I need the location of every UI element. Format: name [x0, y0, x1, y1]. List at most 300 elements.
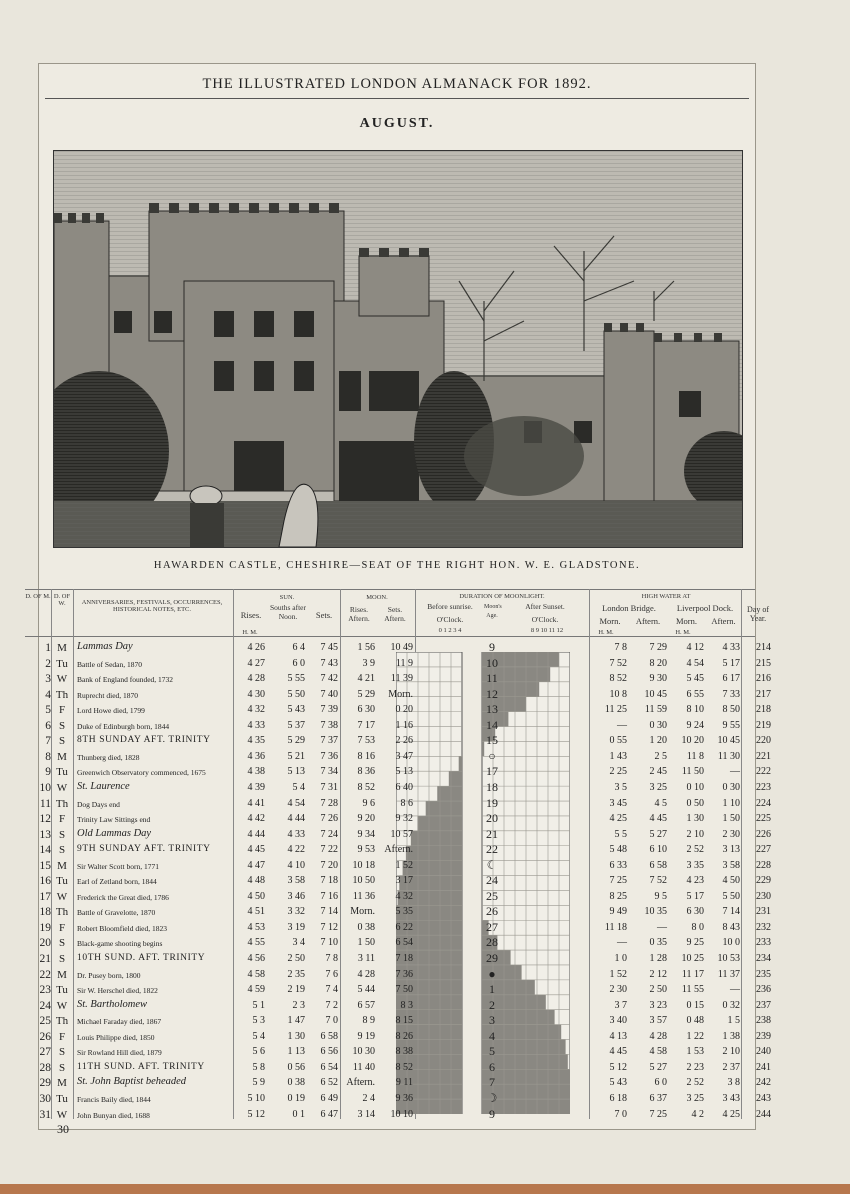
day-of-year: 231: [756, 906, 771, 918]
header-bottom-rule: [25, 636, 755, 637]
moons-age: 24: [486, 873, 498, 888]
col-head-day-of-month: D. OF M.: [25, 593, 51, 600]
moons-age: 12: [486, 686, 498, 701]
table-row: [25, 935, 771, 951]
moon-rises: 8 9: [362, 1015, 375, 1027]
london-aftern: 3 25: [649, 781, 667, 793]
london-morn: 7 52: [609, 657, 627, 669]
event-note: John Bunyan died, 1688: [77, 1110, 150, 1120]
moon-rises: 3 9: [362, 657, 375, 669]
moons-age: 17: [486, 764, 498, 779]
day-of-year: 214: [756, 642, 771, 653]
col-head-moon-rises: Rises. Aftern.: [348, 605, 370, 623]
sun-rises: 4 33: [247, 719, 265, 731]
table-row: [25, 951, 771, 967]
liverpool-aftern: 1 10: [722, 797, 740, 809]
header-rule: [45, 98, 749, 99]
month-title: AUGUST.: [359, 116, 435, 131]
day-of-year: 223: [756, 781, 771, 793]
sun-rises: 5 3: [252, 1015, 265, 1027]
liverpool-aftern: 0 32: [722, 999, 740, 1011]
liverpool-morn: 2 52: [686, 844, 704, 856]
event-note: Dr. Pusey born, 1800: [77, 970, 141, 980]
col-head-events: ANNIVERSARIES, FESTIVALS, OCCURRENCES, HISTORICAL NOTES, ETC.: [81, 599, 223, 613]
col-head-liverpool-morn: Morn.: [675, 616, 697, 626]
london-aftern: 9 30: [649, 673, 667, 685]
day-of-month: 1: [45, 642, 51, 654]
day-of-month: 23: [39, 984, 51, 997]
sun-souths: 2 50: [287, 953, 305, 964]
col-head-after-sunset: After Sunset.: [525, 602, 565, 611]
table-row: [25, 717, 771, 734]
moons-age: 1: [489, 982, 495, 997]
day-of-year: 220: [756, 735, 771, 747]
london-morn: —: [617, 937, 627, 949]
sun-rises: 4 36: [247, 750, 265, 762]
london-aftern: 4 28: [649, 1030, 667, 1042]
liverpool-aftern: 2 10: [722, 1046, 740, 1058]
sun-sets: 7 18: [320, 875, 338, 887]
liverpool-aftern: 1 50: [722, 813, 740, 825]
day-of-week: S: [58, 844, 66, 857]
col-head-day-of-year: Day of Year.: [747, 605, 769, 623]
moon-rises: 3 14: [357, 1108, 375, 1120]
moon-sets: 6 22: [395, 921, 413, 933]
london-morn: 3 7: [614, 999, 627, 1011]
col-head-moon: MOON.: [366, 594, 388, 601]
day-of-year: 234: [756, 953, 771, 964]
london-morn: —: [617, 719, 627, 731]
table-row: [25, 857, 771, 874]
liverpool-aftern: 3 43: [722, 1092, 740, 1104]
london-morn: 1 52: [609, 968, 627, 980]
liverpool-aftern: 11 30: [717, 750, 740, 762]
sun-souths: 0 38: [287, 1077, 305, 1089]
london-aftern: 1 28: [649, 953, 667, 964]
sun-souths: 5 4: [292, 781, 305, 793]
moons-age: 28: [486, 935, 498, 950]
day-of-month: 19: [39, 921, 51, 934]
sun-souths: 2 19: [287, 984, 305, 996]
sun-rises: 4 59: [247, 984, 265, 996]
day-of-year: 230: [756, 890, 771, 902]
day-of-month: 9: [45, 766, 51, 779]
moons-age: 2: [489, 997, 495, 1012]
london-aftern: 0 35: [649, 937, 667, 949]
moon-sets: 2 26: [395, 735, 413, 747]
liverpool-morn: 2 52: [686, 1077, 704, 1089]
london-morn: 4 13: [609, 1030, 627, 1042]
day-of-week: S: [58, 735, 66, 748]
sun-sets: 7 24: [320, 828, 338, 840]
liverpool-aftern: 4 25: [722, 1108, 740, 1120]
sun-rises: 4 51: [247, 906, 265, 918]
moons-age: 20: [486, 811, 498, 826]
day-of-week: S: [58, 1061, 66, 1074]
liverpool-morn: 5 45: [686, 673, 704, 685]
engraving-caption: HAWARDEN CASTLE, CHESHIRE—SEAT OF THE RIGHT HON. W. E. GLADSTONE.: [153, 560, 641, 571]
sun-souths: 4 10: [287, 859, 305, 871]
liverpool-aftern: 2 30: [722, 828, 740, 840]
moons-age: ☽: [486, 1090, 498, 1105]
col-head-moonlight: DURATION OF MOONLIGHT.: [459, 593, 545, 600]
liverpool-morn: 2 10: [686, 828, 704, 840]
sun-souths: 5 55: [287, 673, 305, 685]
liverpool-aftern: 2 37: [722, 1061, 740, 1073]
col-head-before-sunrise: Before sunrise.: [427, 602, 473, 611]
day-of-month: 7: [45, 735, 51, 748]
liverpool-morn: 6 55: [686, 688, 704, 700]
liverpool-morn: 0 10: [686, 781, 704, 793]
liverpool-morn: 8 10: [686, 704, 704, 716]
event-note: Greenwich Observatory commenced, 1675: [77, 768, 206, 778]
london-morn: 2 30: [609, 984, 627, 996]
day-of-week: S: [58, 937, 66, 950]
sun-rises: 4 42: [247, 813, 265, 825]
event-note: Michael Faraday died, 1867: [77, 1017, 162, 1027]
moon-rises: 10 18: [352, 859, 375, 871]
table-row: [25, 811, 771, 827]
moons-age: 26: [486, 904, 498, 919]
day-of-week: Tu: [56, 1092, 68, 1105]
moon-rises: 9 20: [357, 813, 375, 825]
day-of-year: 215: [756, 657, 771, 669]
table-row: [25, 1028, 771, 1045]
table-row: [25, 919, 771, 936]
london-morn: 3 40: [609, 1015, 627, 1027]
col-head-liverpool-aftern: Aftern.: [711, 616, 736, 626]
sun-sets: 7 6: [325, 968, 338, 980]
liverpool-morn: 9 24: [686, 719, 704, 731]
day-of-year: 241: [756, 1061, 771, 1073]
sun-rises: 4 30: [247, 688, 265, 700]
liverpool-morn: 2 23: [686, 1061, 704, 1073]
table-row: [25, 1013, 771, 1029]
sun-souths: 3 32: [287, 906, 305, 918]
sun-rises: 4 32: [247, 704, 265, 716]
sun-souths: 5 43: [287, 704, 305, 716]
sun-souths: 4 54: [287, 797, 305, 809]
day-of-year: 217: [756, 688, 771, 700]
moon-sets: 9 11: [395, 1077, 413, 1089]
london-aftern: 7 52: [649, 875, 667, 887]
london-morn: 0 55: [609, 735, 627, 747]
moon-sets: 4 32: [395, 890, 413, 902]
day-of-week: Tu: [56, 984, 68, 997]
moon-rises: 7 53: [357, 735, 375, 747]
moons-age: ○: [488, 748, 496, 763]
day-of-month: 22: [39, 968, 51, 981]
day-of-week: M: [57, 750, 67, 763]
day-of-month: 15: [39, 859, 51, 872]
sun-souths: 1 13: [287, 1046, 305, 1058]
moons-age: 27: [486, 919, 498, 934]
liverpool-aftern: 5 17: [722, 657, 740, 669]
sun-sets: 7 36: [320, 750, 338, 762]
day-of-year: 218: [756, 704, 771, 716]
sun-rises: 5 6: [252, 1046, 265, 1058]
event-note: 10TH SUND. AFT. TRINITY: [77, 953, 206, 963]
moon-rises: 3 11: [357, 953, 375, 964]
sun-sets: 7 16: [320, 890, 338, 902]
liverpool-aftern: 3 8: [727, 1077, 740, 1089]
liverpool-aftern: 3 13: [722, 844, 740, 856]
table-top-rule: [25, 589, 755, 590]
sun-souths: 6 4: [292, 642, 305, 653]
london-morn: 8 25: [609, 890, 627, 902]
day-of-year: 239: [756, 1030, 771, 1042]
day-of-year: 235: [756, 968, 771, 980]
day-of-week: S: [58, 1046, 66, 1059]
sun-sets: 7 39: [320, 704, 338, 716]
london-morn: 1 0: [614, 953, 627, 964]
day-of-year: 216: [756, 673, 771, 685]
day-of-month: 27: [39, 1046, 51, 1059]
sun-sets: 7 14: [320, 906, 338, 918]
castle-engraving-drawing: [54, 151, 742, 547]
london-morn: 5 43: [609, 1077, 627, 1089]
day-of-week: W: [56, 673, 68, 686]
sun-rises: 4 55: [247, 937, 265, 949]
moons-age: 22: [486, 842, 498, 857]
day-of-week: M: [57, 1077, 67, 1090]
col-head-london-aftern: Aftern.: [635, 616, 661, 626]
liverpool-morn: 0 48: [686, 1015, 704, 1027]
col-head-day-of-week: D. OF W.: [53, 593, 71, 607]
sun-rises: 4 39: [247, 781, 265, 793]
moon-sets: 1 16: [395, 719, 413, 731]
sun-sets: 6 58: [320, 1030, 338, 1042]
sun-sets: 7 28: [320, 797, 338, 809]
moon-sets: 11 39: [390, 673, 413, 685]
col-head-sun-sets: Sets.: [315, 610, 333, 620]
day-of-month: 11: [39, 797, 51, 810]
london-morn: 2 25: [609, 766, 627, 778]
day-of-week: Tu: [56, 766, 68, 779]
col-head-liverpool-dock: Liverpool Dock.: [676, 603, 734, 613]
page-header: THE ILLUSTRATED LONDON ALMANACK FOR 1892.: [202, 76, 592, 92]
liverpool-aftern: 6 17: [722, 673, 740, 685]
moon-sets: 5 13: [395, 766, 413, 778]
table-row: [25, 826, 771, 843]
event-note: Battle of Sedan, 1870: [77, 659, 142, 669]
sun-souths: 5 37: [287, 719, 305, 731]
day-of-week: Th: [55, 688, 69, 701]
moon-rises: 10 50: [352, 875, 375, 887]
table-row: [25, 748, 771, 765]
liverpool-morn: 1 30: [686, 813, 704, 825]
day-of-year: 219: [756, 719, 771, 731]
moon-sets: 8 52: [395, 1061, 413, 1073]
sun-rises: 4 35: [247, 735, 265, 747]
event-note: Ruprecht died, 1870: [77, 690, 139, 700]
col-head-moons-age: Moon's Age.: [484, 604, 502, 619]
moon-sets: Morn.: [388, 688, 413, 700]
london-morn: 6 18: [609, 1092, 627, 1104]
moons-age: 3: [489, 1013, 495, 1028]
liverpool-morn: 5 17: [686, 890, 704, 902]
london-morn: 3 45: [609, 797, 627, 809]
moons-age: 21: [486, 826, 498, 841]
almanac-page: [25, 63, 771, 1136]
event-note: Lord Howe died, 1799: [77, 706, 145, 716]
event-note: Battle of Gravelotte, 1870: [77, 908, 156, 918]
london-aftern: 2 45: [649, 766, 667, 778]
london-morn: 7 0: [614, 1108, 627, 1120]
col-head-sun-rises: Rises.: [240, 610, 262, 620]
day-of-month: 4: [45, 688, 51, 701]
liverpool-morn: 3 25: [686, 1092, 704, 1104]
day-of-month: 12: [39, 813, 51, 826]
london-morn: 8 52: [609, 673, 627, 685]
hm-label-liverpool: H. M.: [675, 629, 691, 636]
moons-age: 9: [489, 1106, 495, 1121]
moon-rises: 9 53: [357, 844, 375, 856]
liverpool-aftern: 3 58: [722, 859, 740, 871]
london-morn: 5 5: [614, 828, 627, 840]
moons-age: 13: [486, 702, 498, 717]
moon-rises: 9 34: [357, 828, 375, 840]
liverpool-morn: 11 8: [686, 750, 704, 762]
table-row: [25, 982, 771, 998]
london-aftern: 3 23: [649, 999, 667, 1011]
sun-sets: 7 0: [325, 1015, 338, 1027]
london-morn: 5 12: [609, 1061, 627, 1073]
day-of-month: 6: [45, 719, 51, 732]
day-of-month: 31: [39, 1108, 51, 1121]
liverpool-aftern: 1 5: [727, 1015, 740, 1027]
london-aftern: —: [657, 921, 667, 933]
sun-sets: 7 10: [320, 937, 338, 949]
sun-sets: 7 42: [320, 673, 338, 685]
moons-age: ☾: [486, 857, 498, 872]
sun-rises: 4 56: [247, 953, 265, 964]
moon-rises: 5 29: [357, 688, 375, 700]
liverpool-aftern: 4 33: [722, 642, 740, 653]
table-row: [25, 997, 771, 1014]
sun-sets: 6 49: [320, 1092, 338, 1104]
day-of-month: 10: [39, 781, 51, 794]
calendar-table: [25, 589, 771, 1124]
moons-age: ●: [488, 966, 496, 981]
moon-rises: 11 36: [352, 890, 375, 902]
day-of-year: 232: [756, 921, 771, 933]
sun-souths: 3 19: [287, 921, 305, 933]
liverpool-morn: 4 12: [686, 642, 704, 653]
event-note: Old Lammas Day: [77, 827, 152, 839]
day-of-month: 28: [39, 1061, 51, 1074]
day-of-month: 14: [39, 844, 51, 857]
london-aftern: 4 45: [649, 813, 667, 825]
castle-engraving: [53, 150, 743, 548]
moon-sets: Aftern.: [384, 844, 413, 856]
day-of-year: 236: [756, 984, 771, 996]
day-of-year: 237: [756, 999, 771, 1011]
london-aftern: 6 10: [649, 844, 667, 856]
table-row: [25, 764, 771, 780]
liverpool-aftern: 10 45: [717, 735, 740, 747]
sun-rises: 4 53: [247, 921, 265, 933]
liverpool-aftern: 7 33: [722, 688, 740, 700]
day-of-year: 227: [756, 844, 771, 856]
sun-rises: 4 38: [247, 766, 265, 778]
london-aftern: 2 50: [649, 984, 667, 996]
sun-sets: 7 38: [320, 719, 338, 731]
day-of-month: 29: [39, 1077, 51, 1090]
moon-rises: 4 21: [357, 673, 375, 685]
day-of-year: 228: [756, 859, 771, 871]
event-note: Earl of Zetland born, 1844: [77, 877, 157, 887]
event-note: Black-game shooting begins: [77, 939, 163, 949]
moon-sets: 3 47: [395, 750, 413, 762]
liverpool-aftern: 8 50: [722, 704, 740, 716]
day-of-year: 242: [756, 1077, 771, 1089]
london-aftern: 0 30: [649, 719, 667, 731]
day-of-month: 16: [39, 875, 51, 888]
event-note: St. Laurence: [77, 780, 130, 792]
event-note: Sir W. Herschel died, 1822: [77, 986, 158, 996]
london-aftern: 7 25: [649, 1108, 667, 1120]
liverpool-morn: 11 17: [681, 968, 704, 980]
moon-rises: 5 44: [357, 984, 375, 996]
london-aftern: 5 27: [649, 828, 667, 840]
event-note: Francis Baily died, 1844: [77, 1094, 151, 1104]
day-of-week: Tu: [56, 875, 68, 888]
day-of-year: 222: [756, 766, 771, 778]
moon-rises: 4 28: [357, 968, 375, 980]
london-morn: 11 18: [604, 921, 627, 933]
sun-souths: 1 47: [287, 1015, 305, 1027]
moon-rises: 7 17: [357, 719, 375, 731]
day-of-week: S: [58, 953, 66, 965]
moon-sets: 1 52: [395, 859, 413, 871]
sun-souths: 0 56: [287, 1061, 305, 1073]
london-aftern: 6 37: [649, 1092, 667, 1104]
london-aftern: 7 29: [649, 642, 667, 653]
sun-rises: 5 4: [252, 1030, 265, 1042]
liverpool-morn: 3 35: [686, 859, 704, 871]
london-morn: 7 8: [614, 642, 627, 653]
moon-sets: 9 32: [395, 813, 413, 825]
day-of-month: 17: [39, 890, 51, 903]
moon-sets: 7 18: [395, 953, 413, 964]
moons-age: 19: [486, 795, 498, 810]
table-row: [25, 842, 771, 858]
moon-sets: 6 54: [395, 937, 413, 949]
liverpool-morn: 11 50: [681, 766, 704, 778]
sun-sets: 7 8: [325, 953, 338, 964]
moon-sets: 8 6: [400, 797, 413, 809]
liverpool-aftern: 10 53: [717, 953, 740, 964]
liverpool-morn: 4 2: [691, 1108, 704, 1120]
event-note: 9TH SUNDAY AFT. TRINITY: [77, 844, 211, 855]
moon-rises: 9 19: [357, 1030, 375, 1042]
sun-souths: 6 0: [292, 657, 305, 669]
moon-sets: 7 36: [395, 968, 413, 980]
london-aftern: 6 58: [649, 859, 667, 871]
day-of-month: 30: [39, 1092, 51, 1105]
sun-rises: 5 9: [252, 1077, 265, 1089]
london-morn: 3 5: [614, 781, 627, 793]
sun-souths: 5 50: [287, 688, 305, 700]
day-of-week: F: [58, 1030, 66, 1043]
sun-souths: 2 3: [292, 999, 305, 1011]
col-head-after-oclock: O'Clock.: [531, 615, 559, 624]
liverpool-aftern: —: [730, 984, 740, 996]
sun-rises: 4 26: [247, 642, 265, 653]
event-note: Dog Days end: [77, 799, 120, 809]
london-morn: 1 43: [609, 750, 627, 762]
